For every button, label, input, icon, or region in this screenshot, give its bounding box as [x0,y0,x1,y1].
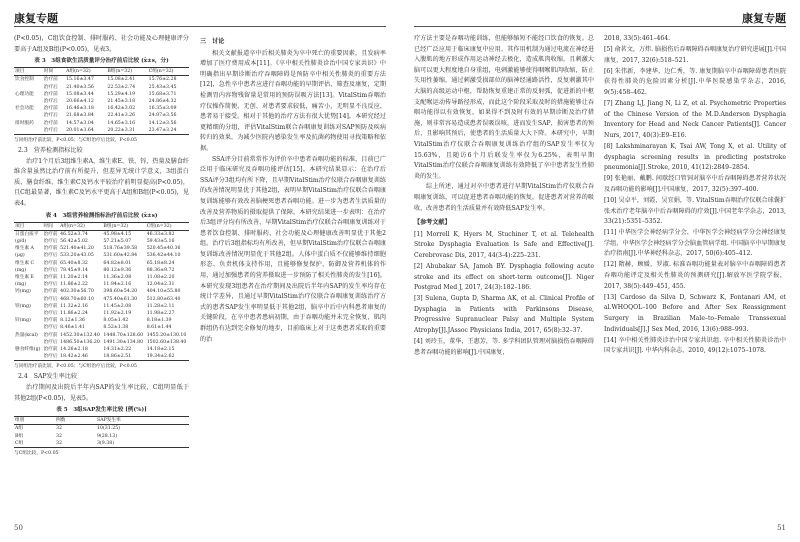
reference-item: [11] 中华医学会神经病学分会，中华医学会神经病学分会神经康复学组，中华医学会神经病学分会脑血管病学组. 中国脑卒中早期康复治疗指南[J].中华神经科杂志，2017, 50(6):405–412. [604,229,786,258]
section-2-3-paragraph: 治疗1个月后3组维生素A、维生素E、铁、锌、热量及膳食纤维含量虽然比治疗前有所提升，但差异无统计学意义，3组蛋白质、膳食纤维、维生素C及钙水平较治疗前明显提高(P<0.05)，且C组最显著，维生素C及钙水平更高于A组和B组(P<0.05)，见表4。 [14,157,189,207]
table-row [14,433,189,440]
table-cell: 饮食控制 [15,77,34,83]
table-cell: A组 [15,426,24,432]
table-cell: 32 [56,433,62,439]
section-2-3-heading: 2.3 营养检测指标比较 [18,147,83,155]
table-row [14,105,189,112]
table-row [14,274,189,281]
table-5-note: 与C组比较，P<0.05 [14,451,59,457]
table-5-caption: 表 5 3组SAP发生率比较 [例(%)] [56,407,147,414]
table-cell: 治疗后 [43,296,58,302]
table-cell: 日蛋白质平 [15,231,39,237]
section-2-4-heading: 2.4 SAP发生率比较 [18,373,77,381]
table-header-cell: B组(n=32) [106,68,147,76]
table-4 [14,222,189,362]
table-cell: 14.65±3.16 [107,120,136,126]
reference-item: [2] Abubakar SA, Jamoh BY. Dysphagia following acute stroke and its effect on short-term outcome[J]. Niger Postgrad Med J, 2017, 24(3):182–186. [414,262,594,292]
table-row [14,303,189,310]
table-cell: 11.86±2.22 [60,282,88,288]
table-cell: 锌(mg) [15,318,31,324]
section-3-heading: 三 讨论 [200,38,225,45]
reference-item: [14] 卒中相关性肺炎诊治中国专家共识组. 卒中相关性肺炎诊治中国专家共识[J]. 中华内科杂志，2010, 49(12):1075–1078. [604,336,786,355]
table-header-cell: 例数 [55,417,96,425]
table-cell: 治疗前 [43,347,58,353]
table-cell: (mg) [15,267,27,273]
table-cell: 治疗前 [43,318,58,324]
right-page [400,0,800,542]
table-row [14,84,189,91]
right-page-number: 51 [777,524,786,532]
table-5 [14,416,189,448]
table-cell: 维生素 A [15,246,34,252]
table-cell: 8.05±1.42 [103,318,129,324]
table-row [14,425,189,433]
reference-item: [10] 吴卓平，刘霞，吴宜娟，等. VitalStim吞咽治疗仪联合球囊扩张术治疗老年脑卒中后吞咽障碍的疗效[J].中国老年学杂志，2013, 33(21):5351–5352. [604,196,786,226]
table-cell: 11.86±2.24 [60,311,88,317]
table-row [14,346,189,353]
table-cell: 8.61±1.44 [146,325,172,331]
table-row [14,296,189,303]
table-header-cell: A组(n=32) [65,68,106,76]
table-3 [14,67,189,135]
table-cell: 398.60±54.20 [103,289,138,295]
table-cell: 1452.30±132.40 [60,332,100,338]
table-cell: 512.80±63.40 [146,296,181,302]
table-cell: 心理功能 [15,91,34,97]
table-cell: 14.31±2.22 [103,347,132,353]
reference-item: [5] 俞茗文，万炜. 脑损伤后吞咽障碍吞咽康复治疗研究进展[J].中国康复，2017, 32(6):518–521. [604,46,787,64]
table-cell: 16.46±3.18 [66,106,94,112]
table-row [14,281,189,288]
table-row [14,120,189,127]
table-cell [14,353,42,361]
table-cell: 402.30±56.70 [60,289,94,295]
left-page-number: 50 [14,524,23,532]
right-column-1 [414,34,594,359]
reference-item: [9] 张艳丽，戴鹏. 间歇经口管饲对脑卒中后吞咽障碍患者营养状况及吞咽功能的影响[J].中国康复，2017, 32(5):397–400. [604,175,786,193]
table-cell: 治疗前 [43,120,58,126]
table-cell: 46.33±3.82 [146,231,175,237]
table-cell: 排时服药 [15,120,34,126]
table-cell: 20.22±3.31 [106,127,147,135]
table-cell: 20.01±3.64 [65,127,106,135]
table-cell: 475.40±61.30 [103,296,138,302]
table-header-cell: C组(n=32) [148,68,189,76]
table-cell: 治疗后 [43,267,58,273]
table-header-cell: SAP发生率 [96,417,189,425]
reference-item: [6] 朱伟新，李建华，边仁秀，等. 康复期脑卒中吞咽障碍患者医院获得性肺炎的危险因素分析[J].中华医院感染学杂志，2016, 9(5):458–462. [604,67,786,96]
table-cell: 治疗前 [43,106,58,112]
table-cell: 21.40±3.56 [66,84,94,90]
table-cell: 65.18±8.24 [146,260,175,266]
table-header-cell: B组(n=32) [102,222,145,230]
table-row [14,267,189,274]
table-cell: 14.12±3.56 [148,120,177,126]
table-cell: 14.18±2.15 [146,347,175,353]
table-cell: 铁(mg) [15,303,31,309]
table-row [14,353,189,361]
table-cell: 11.45±2.08 [103,303,132,309]
table-header-cell: 时间 [42,222,59,230]
table-cell: 治疗后 [43,253,58,259]
table-row [14,230,189,238]
discussion-paragraph-1: 相关文献报道卒中后相关肺炎为卒中死亡的重要因素，且发病率增加了医疗费用成本[11]。《卒中相关性肺炎诊治中国专家共识》中明确指出早期诊断治疗吞咽障碍是预防卒中相关性肺炎的重要方法[12]，急性卒中患者应进行吞咽功能的早期评估、筛查及康复，定期检测胃内容物残留量是常用的预防误吸方法[13]。VitalStim吞咽治疗仪操作简便、无创、对患者要求较低，痛苦小，无明显不良反应，患者易于接受。相对于其他的治疗方法有很大优势[14]。本研究经过更精细的分组，评估VitalStim联合吞咽康复训练对SAP预防及疾病转归的效果，为减少医院内感染发生率及抗菌药物使用寻找策略和依据。 [200,49,386,152]
table-cell: 20.66±4.12 [66,99,94,104]
table-cell: 11.36±2.08 [103,275,132,280]
table-cell: 57.21±5.07 [103,238,132,244]
table-cell: 1502.60±138.40 [146,339,187,345]
table-cell: 治疗后 [43,354,58,360]
table-cell: 404.10±55.80 [146,289,181,295]
table-cell: 15.29±4.19 [107,91,136,97]
table-header-cell: 组别 [14,417,55,425]
reference-item: [3] Sulena, Gupta D, Sharma AK, et al. Clinical Profile of Dysphagia in Patients with Parkinsons Disease, Progressive Supranuclear Palsy and Multiple System Atrophy[J].JAssoc Physicians India, 2017, 65(8):32–37. [414,295,594,335]
reference-item: 2018, 33(5):461–464. [604,35,671,42]
table-cell: 520.45±40.36 [146,246,181,252]
table-cell: 社会功能 [15,106,34,112]
table-cell: 治疗后 [43,238,58,244]
table-cell: 59.43±5.16 [146,238,175,244]
table-cell: 维生素 C [15,260,35,266]
table-cell: 32 [55,440,96,448]
table-header-cell: C组(n=32) [146,222,189,230]
reference-item: [4] 刘玲玉，董华，王惠芳，等. 多学科团队管理对脑损伤吞咽障碍患者吞咽功能的影响[J].中国康复， [414,338,594,356]
table-row [14,127,189,135]
table-cell: 25.43±3.45 [148,84,177,90]
table-cell [14,98,43,105]
table-cell: 治疗后 [43,282,58,288]
page-header-title: 康复专题 [742,12,786,25]
table-cell: 8.18±1.39 [146,318,172,324]
table-cell: 1491.30±134.80 [103,339,144,345]
table-cell: 治疗前 [43,289,58,295]
table-cell: 18.86±2.51 [102,353,145,361]
table-row [14,112,189,119]
table-cell: 521.40±41.20 [60,246,94,252]
table-row [14,440,189,448]
table-cell: 11.08±2.20 [146,275,175,280]
table-4-caption: 表 4 3组营养检测指标治疗前后比较 (x̄±s) [45,212,158,219]
table-cell: B组 [15,433,24,439]
table-cell: 治疗前 [43,246,58,252]
table-cell: C组 [14,440,55,448]
table-cell: 80.12±9.36 [103,267,132,273]
table-cell: 膳食纤维(g) [15,347,41,353]
table-row [14,288,189,295]
table-cell: 14.57±3.04 [66,120,94,126]
table-cell: 8.52±1.38 [103,325,129,331]
table-cell: 45.98±4.15 [103,231,132,237]
table-cell: 21.45±3.18 [107,99,136,104]
table-cell: 32 [56,426,62,432]
table-cell: 531.60±42.84 [103,253,138,259]
table-cell: 治疗前 [43,231,58,237]
table-cell: 468.70±60.10 [60,296,94,302]
table-cell: 65.40±8.32 [60,260,88,266]
table-cell: 533.20±43.05 [60,253,94,259]
table-cell: 536.42±44.10 [146,253,181,259]
table-cell: 11.20±2.14 [60,275,88,280]
reference-item: [7] Zhang LJ, Jiang N, Li Z, et al. Psychometric Properties of the Chinese Version of the M.D.Anderson Dysphagia Inventory for Head and Neck Cancer Patients[J]. Cancer Nurs, 2017, 40(3):E9–E16. [604,100,786,139]
table-cell: 1455.20±130.10 [146,332,187,338]
table-row [14,76,189,84]
discussion-paragraph-2: SSA评分目前常常作为评价卒中患者吞咽功能的标准，目前已广泛用于临床研究及吞咽功能评估[15]。本研究结果显示：在治疗后SSA评分3组均有所下降，且早期VitalStim治疗仪联合吞咽康复训练的改善情况明显优于其他2组，表明早期VitalStim治疗仪联合吞咽康复训练能够有效改善脑梗死患者吞咽功能。进一步为患者生活质量的改善及营养物质的摄取提供了保障。本研究结果进一步表明：在治疗后3组评分均有所改善，早期VitalStim治疗仪联合吞咽康复训练对于患者饮食控制、排时服药、社会功能及心理健康改善明显优于其他2组。治疗后3组指标均有所改善，但早期VitalStim治疗仪联合吞咽康复训练改善情况明显优于其他2组。人体中蛋白质不仅能够维持细胞形态、负责机体支持作用，且能够修复保护、防御及营养机体的作用，通过加强患者的营养摄取进一步预防了相关性肺炎的发生[16]。本研究发现3组患者在治疗期间及出院后半年内SAP的发生率均存在统计学差异，且通过早期VitalStim治疗仪联合吞咽康复训练治疗方式的患者SAP发生率明显低于其他2组，脑卒中后中内科患者康复的关键阶段，在卒中患者患病初期，由于吞咽功能并未完全恢复，肌肉群组仍有达到完全修复的地步，目前临床上对于这类患者采取的重要的治 [200,155,386,343]
table-row [14,252,189,259]
reference-item: [8] Lakshminarayan K, Tsai AW, Tong X, et al. Utility of dysphagia screening results in predicting poststroke pneumonia[J].Stroke, 2010, 41(12):2849–2854. [604,142,786,172]
page-header-title: 康复专题 [14,12,58,25]
table-cell: 1448.70±128.60 [103,332,144,338]
table-cell: 518.76±39.58 [103,246,138,252]
table-header-cell: A组(n=32) [59,222,102,230]
table-cell: 11.92±2.19 [103,311,132,317]
table-cell [14,127,43,135]
table-cell [14,84,43,91]
table-cell: 治疗后 [43,325,58,331]
table-3-note: 与同组治疗前比较，P<0.05；与C组治疗后比较，P<0.05 [14,138,137,144]
table-row [14,317,189,324]
table-cell: 88.36±9.72 [146,267,175,273]
table-cell: 9(28.13) [97,433,118,439]
table-row [14,339,189,346]
reference-item: [1] Morrell K, Hyers M, Stuchiner T, et al. Telehealth Stroke Dysphagia Evaluation Is Safe and Effective[J]. Cerebrovasc Dis, 2017, 44(3-4):225–231. [414,230,594,259]
table-row [14,245,189,252]
table-cell [14,296,42,303]
table-cell: 23.47±3.24 [148,127,189,135]
table-cell [14,339,42,346]
table-cell: 1486.50±136.20 [60,339,100,345]
table-cell [14,324,42,331]
reference-item: [12] 隋赫，顾媛，罗淑. 标准吞咽功能量表对脑卒中吞咽障碍患者吞咽功能评定及相关性肺炎的预测研究[J].解放军医学院学报，2017, 38(5):449–451, 455. [604,261,786,290]
discussion-paragraph-3: 疗方法主要是吞咽功能训练，但能够缩短不能经口饮食的恢复。总已经广泛应用于临床康复中应用，其作用机制为通过电流在神经进入腹肌的地方形成作用运动神经去极化，造成肌肉收缩，且刺激大脑可以更大程度地自身重组，电刺激能够使得咽喉肌肉收缩，防止失用性萎缩，通过刺激受损部位的脑神经通路活性，反复刺激其中大脑的高级运动中枢，帮助恢复重建正常的反射弧，促进新的中枢支配喉运动传导路径形成，而此这个阶段采取及时的措施能够让吞咽功能得以有效恢复，如果得不到及时有效的早期诊断及治疗措施，则非常容易造成患者误吸误咳，进而发生SAP，损害患者的预后，且影响其预后，使患者的生活质量大大下降。本研究中，早期VitalStim治疗仪联合吞咽康复训练治疗组的SAP发生率仅为15.63%，且随访6个月后联发生率仅为6.25%，表明早期VitalStim治疗仪联合吞咽康复训练有效降低了卒中患者发生性肺炎的发生。 [414,35,594,180]
table-cell: 22.53±2.74 [107,84,136,90]
left-column-2 [200,34,386,345]
table-cell: 治疗后 [43,311,58,317]
table-cell: 11.28±2.11 [146,303,175,309]
table-cell: 24.86±4.32 [148,99,177,104]
table-cell: 11.98±2.27 [146,311,175,317]
table-cell [14,112,43,119]
table-cell: 16.35±3.09 [148,106,177,112]
right-column-2 [604,34,786,357]
table-cell: 15.08±3.44 [66,91,94,97]
table-cell: 治疗前 [43,91,58,97]
table-cell: 治疗前 [43,77,58,83]
table-cell: 治疗前 [43,275,58,280]
table-cell: 治疗前 [43,260,58,266]
table-cell: 12.04±2.31 [146,282,175,288]
reference-item: [13] Cardoso da Silva D, Schwarz K, Fontanari AM, et al.WHOQOL–100 Before and After Sex Reassignment Surgery in Brazilian Male–to–Female Transsexual Individuals[J].J Sex Med, 2016, 13(6):988–993. [604,293,786,333]
table-cell: 56.42±5.02 [60,238,88,244]
table-cell: 15.68±3.71 [148,91,177,97]
table-cell: 钙(mg) [15,289,31,295]
table-cell: 治疗前 [43,332,58,338]
table-cell: 治疗后 [43,127,65,135]
table-cell: 22.41±3.26 [107,113,136,119]
table-cell: 维生素 E [15,275,34,280]
table-cell: 64.82±8.01 [103,260,132,266]
table-cell: 14.26±2.18 [60,347,88,353]
table-row [14,332,189,339]
table-4-note: 与同组治疗前比较，P<0.05；与C组治疗后比较，P<0.05 [14,364,137,370]
table-cell: 治疗后 [43,113,58,119]
table-cell: 3(9.38) [96,440,189,448]
table-cell: 治疗后 [43,84,58,90]
table-cell: 治疗后 [43,99,58,104]
table-row [14,238,189,245]
table-cell [14,310,42,317]
table-cell: 治疗前 [43,303,58,309]
table-cell: 10(31.25) [97,426,121,432]
table-cell: 8.12±1.36 [60,318,85,324]
header-rule [414,26,786,27]
table-cell: 15.16±3.47 [66,77,94,83]
table-cell: 15.08±2.41 [107,77,136,83]
table-cell: 18.42±2.46 [59,353,102,361]
table-cell: 16.42±3.02 [107,106,136,112]
references-heading: 【参考文献】 [414,219,451,227]
header-rule [14,26,386,27]
table-cell: 8.46±1.41 [60,325,85,331]
table-header-cell: 项目 [14,222,42,230]
table-row [14,310,189,317]
left-column-1 [14,34,189,459]
conclusion-paragraph: 综上所述，通过对卒中患者进行早期VitalStim治疗仪联合吞咽康复训练，可以促进患者吞咽功能的恢复，促进患者对营养的吸收，改善患者的生活质量并有效降低SAP发生率。 [414,183,594,212]
table-cell: 热量(kcal) [15,332,38,338]
table-cell: 78.45±9.14 [60,267,88,273]
table-cell: 46.52±3.74 [60,231,88,237]
table-cell: 19.34±2.62 [146,353,189,361]
intro-paragraph: (P<0.05)，C组饮食控制、排时服药、社会功能及心理健康评分要高于A组及B组(P<0.05)，见表3。 [14,35,189,53]
table-row [14,91,189,98]
table-3-caption: 表 3 3组食欲生活质量评分治疗前后比较 (x̄±s，分) [34,58,169,65]
table-header-cell: 时间 [43,68,65,76]
section-2-4-paragraph: 治疗期间及出院后半年内SAP的发生率比较，C组明显低于其他2组(P<0.05)，见表5。 [14,384,189,402]
table-cell: (μg) [15,253,25,259]
table-cell: 11.32±2.16 [60,303,88,309]
table-cell: 24.97±3.56 [148,113,177,119]
table-row [14,324,189,331]
table-row [14,98,189,105]
table-cell: (mg) [15,282,27,288]
table-cell: 15.76±2.28 [148,77,177,83]
table-cell: 11.94±2.16 [103,282,132,288]
table-header-cell: 项目 [14,68,43,76]
table-cell: (g/d) [15,238,27,244]
table-row [14,260,189,267]
table-cell: 治疗后 [43,339,58,345]
table-cell: 21.68±3.84 [66,113,94,119]
